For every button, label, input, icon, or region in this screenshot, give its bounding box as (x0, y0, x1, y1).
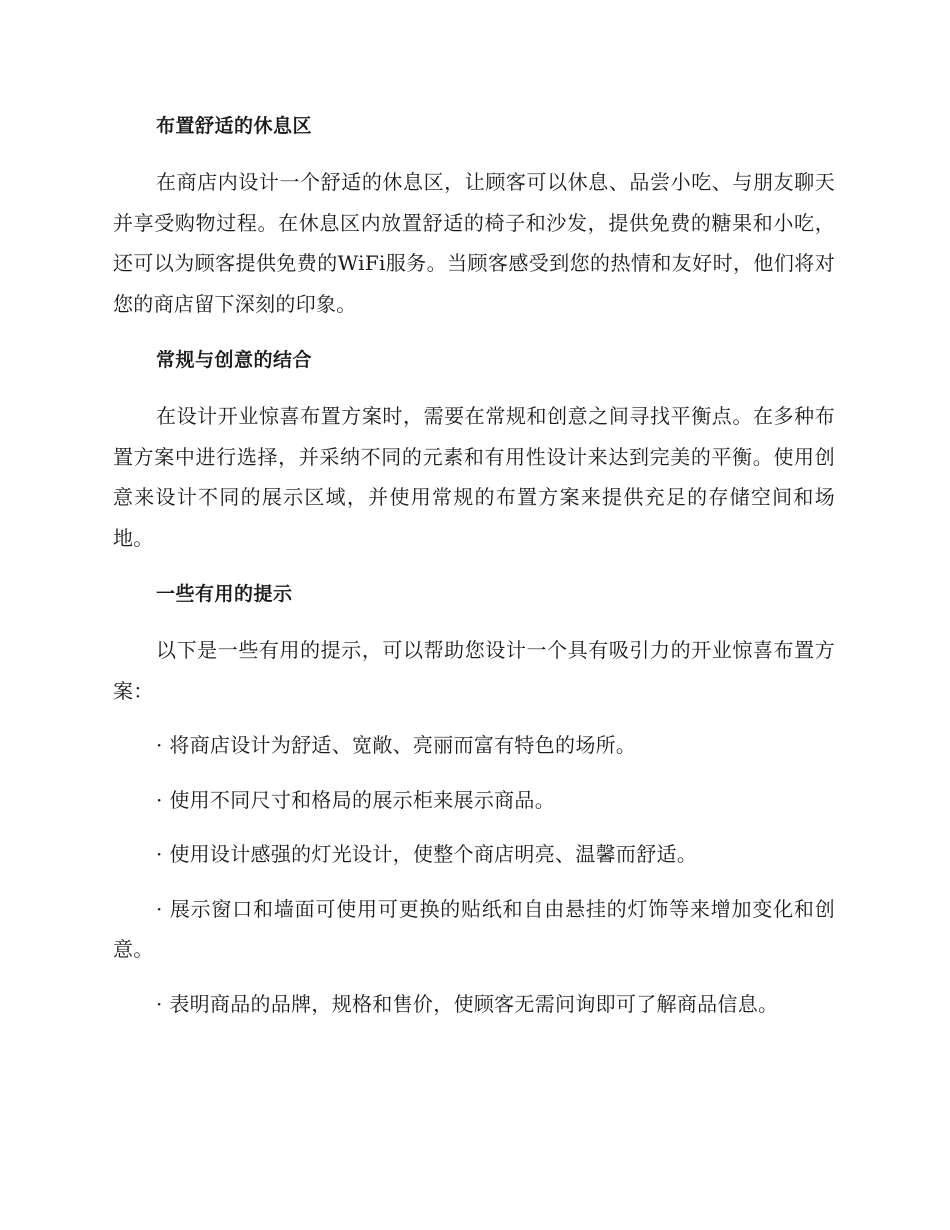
section-heading-useful-tips: 一些有用的提示 (156, 583, 293, 605)
tip-item: · 使用设计感强的灯光设计，使整个商店明亮、温馨而舒适。 (156, 842, 698, 866)
section-body-rest-area: 在商店内设计一个舒适的休息区，让顾客可以休息、品尝小吃、与朋友聊天并享受购物过程。在休息区内放置舒适的椅子和沙发，提供免费的糖果和小吃，还可以为顾客提供免费的WiFi服务。当顾客感受到您的热情和友好时，他们将对您的商店留下深刻的印象。 (113, 170, 835, 316)
tip-item: · 使用不同尺寸和格局的展示柜来展示商品。 (156, 787, 556, 812)
document-page (113, 108, 835, 1038)
section-body-useful-tips: 以下是一些有用的提示，可以帮助您设计一个具有吸引力的开业惊喜布置方案： (113, 638, 835, 703)
section-heading-convention-creativity: 常规与创意的结合 (156, 349, 313, 371)
tip-item: · 展示窗口和墙面可使用可更换的贴纸和自由悬挂的灯饰等来增加变化和创意。 (113, 896, 835, 961)
section-body-convention-creativity: 在设计开业惊喜布置方案时，需要在常规和创意之间寻找平衡点。在多种布置方案中进行选择，并采纳不同的元素和有用性设计来达到完美的平衡。使用创意来设计不同的展示区域，并使用常规的布置方案来提供充足的存储空间和场地。 (113, 404, 835, 550)
tip-item: · 将商店设计为舒适、宽敞、亮丽而富有特色的场所。 (156, 733, 637, 757)
section-heading-rest-area: 布置舒适的休息区 (156, 115, 313, 137)
tip-item: · 表明商品的品牌，规格和售价，使顾客无需问询即可了解商品信息。 (156, 991, 779, 1016)
